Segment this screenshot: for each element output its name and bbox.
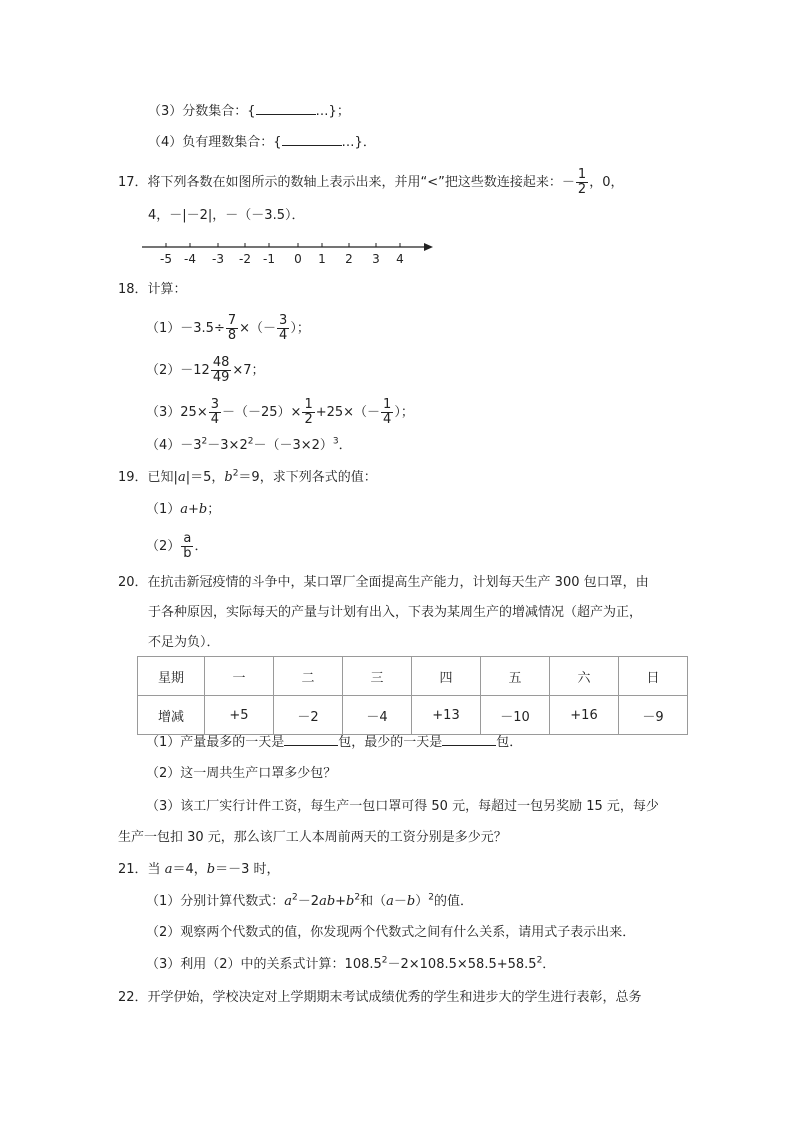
table-cell: －9	[619, 696, 688, 735]
q18-part2: （2）－12 $\frac{48}{49}$ ×7；	[146, 355, 265, 385]
q20-line2: 于各种原因，实际每天的产量与计划有出入，下表为某周生产的增减情况（超产为正，	[148, 605, 643, 620]
answer-blank	[282, 133, 342, 146]
production-table	[137, 656, 688, 735]
answer-blank	[284, 733, 338, 746]
q20-sub3-line2: 生产一包扣 30 元，那么该厂工人本周前两天的工资分别是多少元？	[118, 830, 507, 845]
q18-title: 18．计算：	[118, 282, 187, 297]
arrow-right-icon	[424, 243, 433, 251]
q21-part1: （1）分别计算代数式：$a^2-2ab+b^2$和$(a-b)^2$的值．	[146, 892, 473, 909]
table-cell: －2	[274, 696, 343, 735]
q21-part3: （3）利用（2）中的关系式计算：$108.5^2-2\times 108.5\times 58.5+58.5^2$．	[146, 955, 556, 972]
table-header-cell: 一	[205, 657, 274, 696]
number-line-tick-label: -5	[160, 252, 172, 266]
number-line-tick-label: -3	[212, 252, 224, 266]
fraction: $\frac{3}{4}$	[210, 397, 219, 427]
q19-part2: （2） $\frac{a}{b}$ ．	[146, 531, 208, 561]
answer-blank	[442, 733, 496, 746]
fraction: $\frac{1}{2}$	[304, 397, 313, 427]
q22-line1: 22．开学伊始，学校决定对上学期期末考试成绩优秀的学生和进步大的学生进行表彰，总务	[118, 990, 642, 1005]
table-header-cell: 日	[619, 657, 688, 696]
q17-line1: 17．将下列各数在如图所示的数轴上表示出来，并用“<”把这些数连接起来：－ $\frac{1}{2}$ ，0，	[118, 167, 624, 197]
table-cell: －4	[343, 696, 412, 735]
number-line-tick-label: 1	[318, 252, 326, 266]
q18-part3: （3）25× $\frac{3}{4}$ －（－25）× $\frac{1}{2}$ +25×（－ $\frac{1}{4}$ ）；	[146, 397, 414, 427]
table-cell: 增减	[138, 696, 205, 735]
fraction: $\frac{1}{2}$	[577, 167, 587, 197]
number-line	[138, 236, 438, 270]
answer-blank	[256, 102, 316, 115]
q20-sub3-line1: （3）该工厂实行计件工资，每生产一包口罩可得 50 元，每超过一包另奖励 15 元，每少	[146, 799, 659, 814]
number-line-tick-label: 4	[396, 252, 404, 266]
table-header-cell: 五	[481, 657, 550, 696]
fraction: $\frac{3}{4}$	[279, 313, 288, 343]
table-row	[138, 696, 688, 735]
q20-line3: 不足为负）．	[148, 635, 220, 650]
table-header-cell: 二	[274, 657, 343, 696]
q20-sub2: （2）这一周共生产口罩多少包？	[146, 766, 337, 781]
q18-part4: $(4)-3^2-3\times 2^2-(-3\times 2)^3$．	[146, 436, 352, 453]
table-header-cell: 四	[412, 657, 481, 696]
q21-title: 21．当 a＝4，b＝－3 时，	[118, 862, 280, 877]
fraction: $\frac{7}{8}$	[227, 313, 237, 343]
q19-part1: （1）a+b；	[146, 502, 221, 517]
q18-part1: （1）－3.5÷ $\frac{7}{8}$ ×（－ $\frac{3}{4}$ ）；	[146, 313, 310, 343]
q16-item3: （3）分数集合：{ …}；	[148, 104, 350, 119]
table-row	[138, 657, 688, 696]
table-cell: +13	[412, 696, 481, 735]
table-header-cell: 六	[550, 657, 619, 696]
table-cell: +5	[205, 696, 274, 735]
q21-part2: （2）观察两个代数式的值，你发现两个代数式之间有什么关系，请用式子表示出来．	[146, 925, 636, 940]
number-line-tick-label: 2	[345, 252, 353, 266]
q20-line1: 20．在抗击新冠疫情的斗争中，某口罩厂全面提高生产能力，计划每天生产 300 包口罩，由	[118, 575, 649, 590]
fraction: $\frac{a}{b}$	[183, 531, 192, 561]
table-cell: －10	[481, 696, 550, 735]
table-cell: +16	[550, 696, 619, 735]
fraction: $\frac{48}{49}$	[212, 355, 230, 385]
number-line-tick-label: -4	[184, 252, 196, 266]
fraction: $\frac{1}{4}$	[383, 397, 392, 427]
number-line-tick-label: -2	[239, 252, 251, 266]
number-line-tick-label: 0	[294, 252, 302, 266]
q19-title: 19．已知|a|＝5，$b^2=9$，求下列各式的值：	[118, 468, 377, 485]
q17-line2: 4，－|－2|，－（－3.5）．	[148, 208, 305, 223]
number-line-tick-label: -1	[263, 252, 275, 266]
table-header-cell: 星期	[138, 657, 205, 696]
table-header-cell: 三	[343, 657, 412, 696]
q20-sub1: （1）产量最多的一天是 包，最少的一天是 包．	[146, 735, 523, 750]
q16-item4: （4）负有理数集合：{ …}．	[148, 135, 376, 150]
number-line-tick-label: 3	[372, 252, 380, 266]
